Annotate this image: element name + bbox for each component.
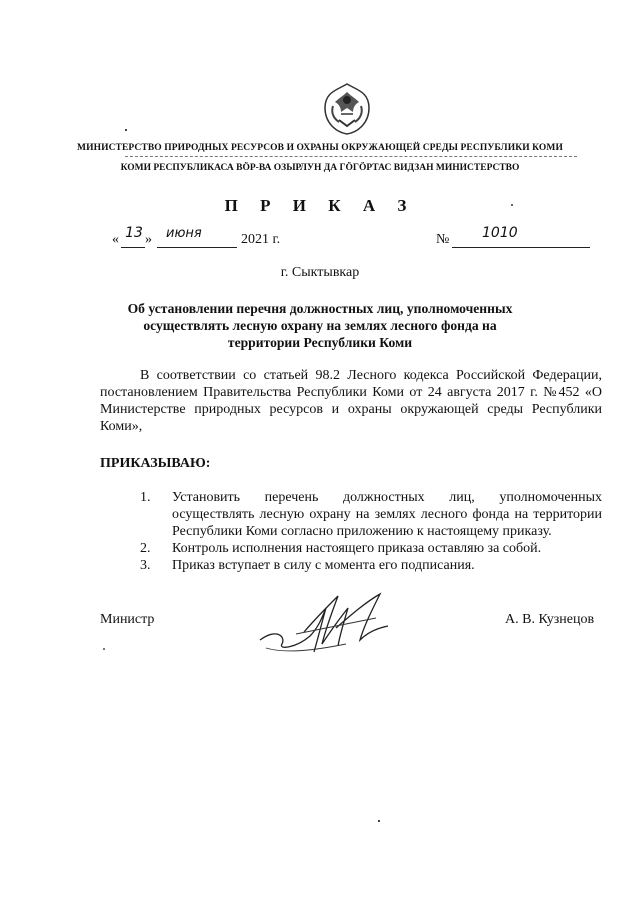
order-item [100,540,602,557]
order-item-number: 2. [140,541,151,556]
order-item-number: 1. [140,490,151,505]
ministry-name-russian: МИНИСТЕРСТВО ПРИРОДНЫХ РЕСУРСОВ И ОХРАНЫ ОКРУЖАЮЩЕЙ СРЕДЫ РЕСПУБЛИКИ КОМИ [77,143,563,153]
handwritten-signature-icon [256,588,406,668]
order-item-text: Контроль исполнения настоящего приказа оставляю за собой. [172,541,542,556]
document-number: 1010 [482,225,518,241]
date-open-quote: « [112,232,119,247]
order-item-number: 3. [140,558,151,573]
date-day: 13 [125,225,143,241]
document-title: П Р И К А З [224,196,416,215]
signer-name: А. В. Кузнецов [505,612,595,627]
document-number-underline [452,247,590,248]
coat-of-arms-icon [319,80,375,136]
ministry-name-komi: КОМИ РЕСПУБЛИКАСА ВӦР-ВА ОЗЫРЛУН ДА ГӦГӦРТАС ВИДЗАН МИНИСТЕРСТВО [120,163,520,173]
date-month-underline [157,247,237,248]
document-heading: Об установлении перечня должностных лиц, уполномоченных осуществлять лесную охрану на землях лесного фонда на территории Республики Коми [127,301,513,350]
order-item [100,557,602,574]
city: г. Сыктывкар [280,265,360,280]
order-item-text: Приказ вступает в силу с момента его подписания. [172,558,475,573]
scan-speck [125,129,127,131]
preamble-text: В соответствии со статьей 98.2 Лесного кодекса Российской Федерации, постановлением Правительства Республики Коми от 24 августа 2017 г. №452 «О Министерстве природных ресурсов и охраны окружающей среды Республики Коми», [100,368,602,434]
preamble [100,367,602,435]
order-item-text: Установить перечень должностных лиц, уполномоченных осуществлять лесную охрану на землях лесного фонда на территории Республики Коми согласно приложению к настоящему приказу. [172,490,602,539]
date-month: июня [166,226,202,241]
order-word: ПРИКАЗЫВАЮ: [100,456,211,471]
order-items [100,489,602,574]
number-sign: № [436,232,450,247]
header-divider [125,156,577,159]
scan-speck [103,648,105,650]
scan-speck [378,820,380,822]
signer-position: Министр [100,612,155,627]
date-year: 2021 г. [241,232,281,247]
order-item [100,489,602,540]
date-day-underline [121,247,145,248]
date-close-quote: » [145,232,152,247]
